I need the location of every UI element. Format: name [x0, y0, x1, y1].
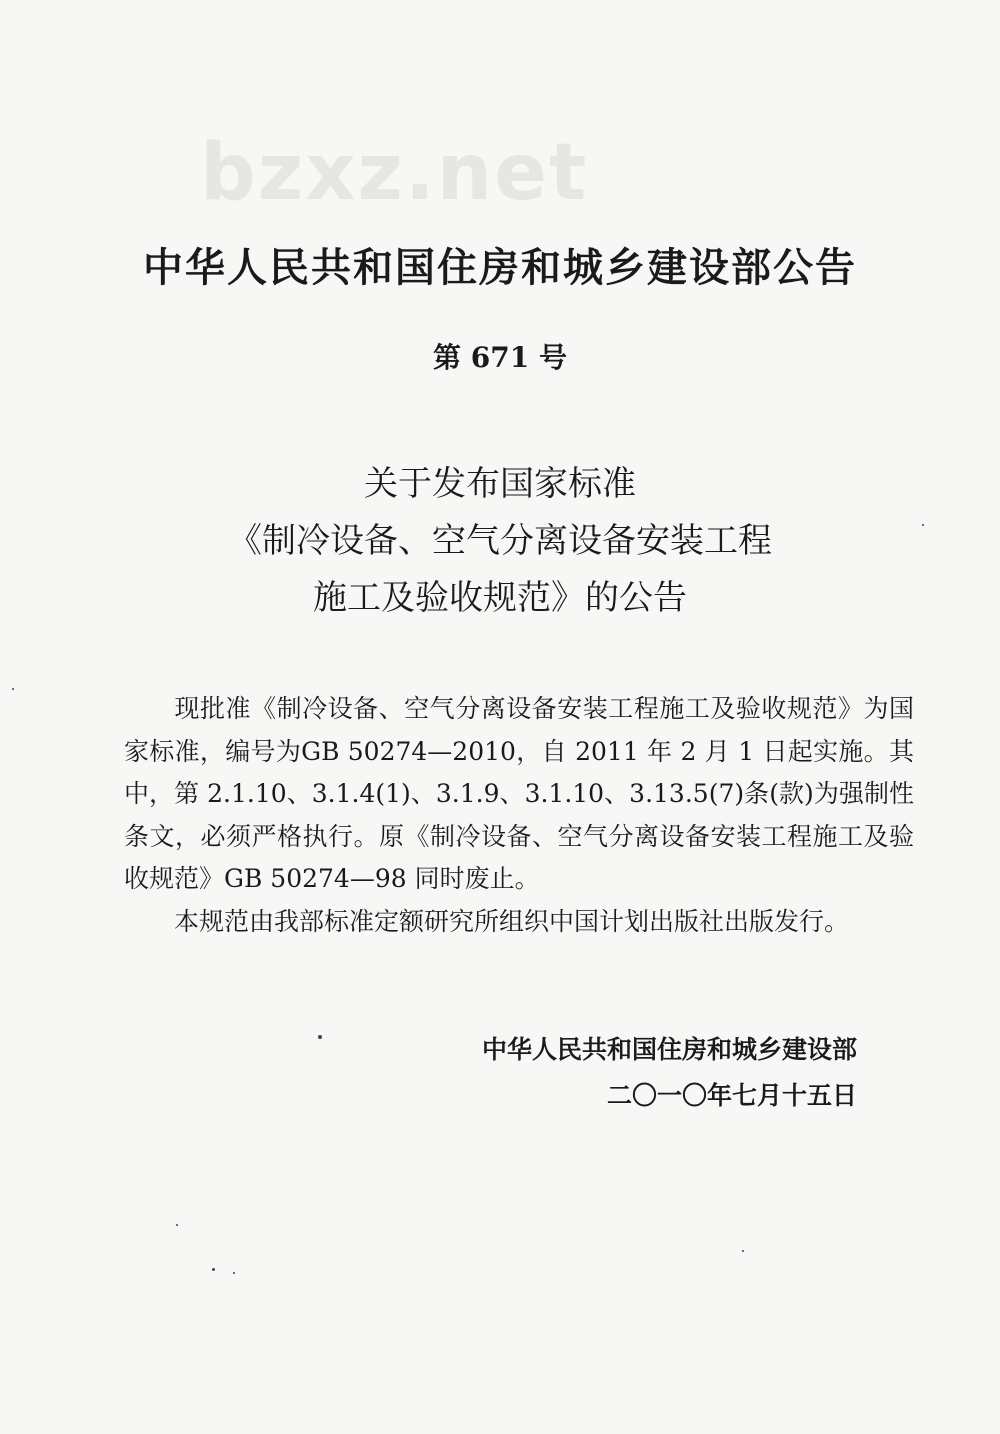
notice-heading: [0, 456, 1000, 627]
scan-speck: [742, 1250, 744, 1252]
scan-speck: [12, 688, 14, 690]
scan-speck: [176, 1224, 178, 1226]
body-paragraph: [124, 901, 914, 944]
announcement-body: [124, 688, 914, 943]
body-paragraph-text: 现批准《制冷设备、空气分离设备安装工程施工及验收规范》为国家标准，编号为GB 50274—2010，自 2011 年 2 月 1 日起实施。其中，第 2.1.10、3.1.4(1)、3.1.9、3.1.10、3.13.5(7)条(款)为强制性条文，必须严格执行。原《制冷设备、空气分离设备安装工程施工及验收规范》GB 50274—98 同时废止。: [124, 694, 914, 893]
scan-speck: [922, 524, 924, 526]
notice-heading-line: 关于发布国家标准: [364, 464, 636, 504]
body-paragraph: [124, 688, 914, 901]
watermark-text: bzxz.net: [200, 128, 589, 218]
scan-speck: [233, 1272, 235, 1274]
announcement-title: 中华人民共和国住房和城乡建设部公告: [143, 245, 857, 291]
scan-speck: [212, 1268, 215, 1271]
notice-heading-line: 施工及验收规范》的公告: [313, 578, 687, 618]
body-paragraph-text: 本规范由我部标准定额研究所组织中国计划出版社出版发行。: [174, 906, 850, 936]
scan-speck: [318, 1035, 322, 1039]
notice-heading-line: 《制冷设备、空气分离设备安装工程: [228, 521, 772, 561]
issuer-signature: 中华人民共和国住房和城乡建设部: [481, 1035, 857, 1064]
issue-date: 二〇一〇年七月十五日: [606, 1081, 857, 1110]
announcement-number: 第 671 号: [433, 341, 567, 374]
